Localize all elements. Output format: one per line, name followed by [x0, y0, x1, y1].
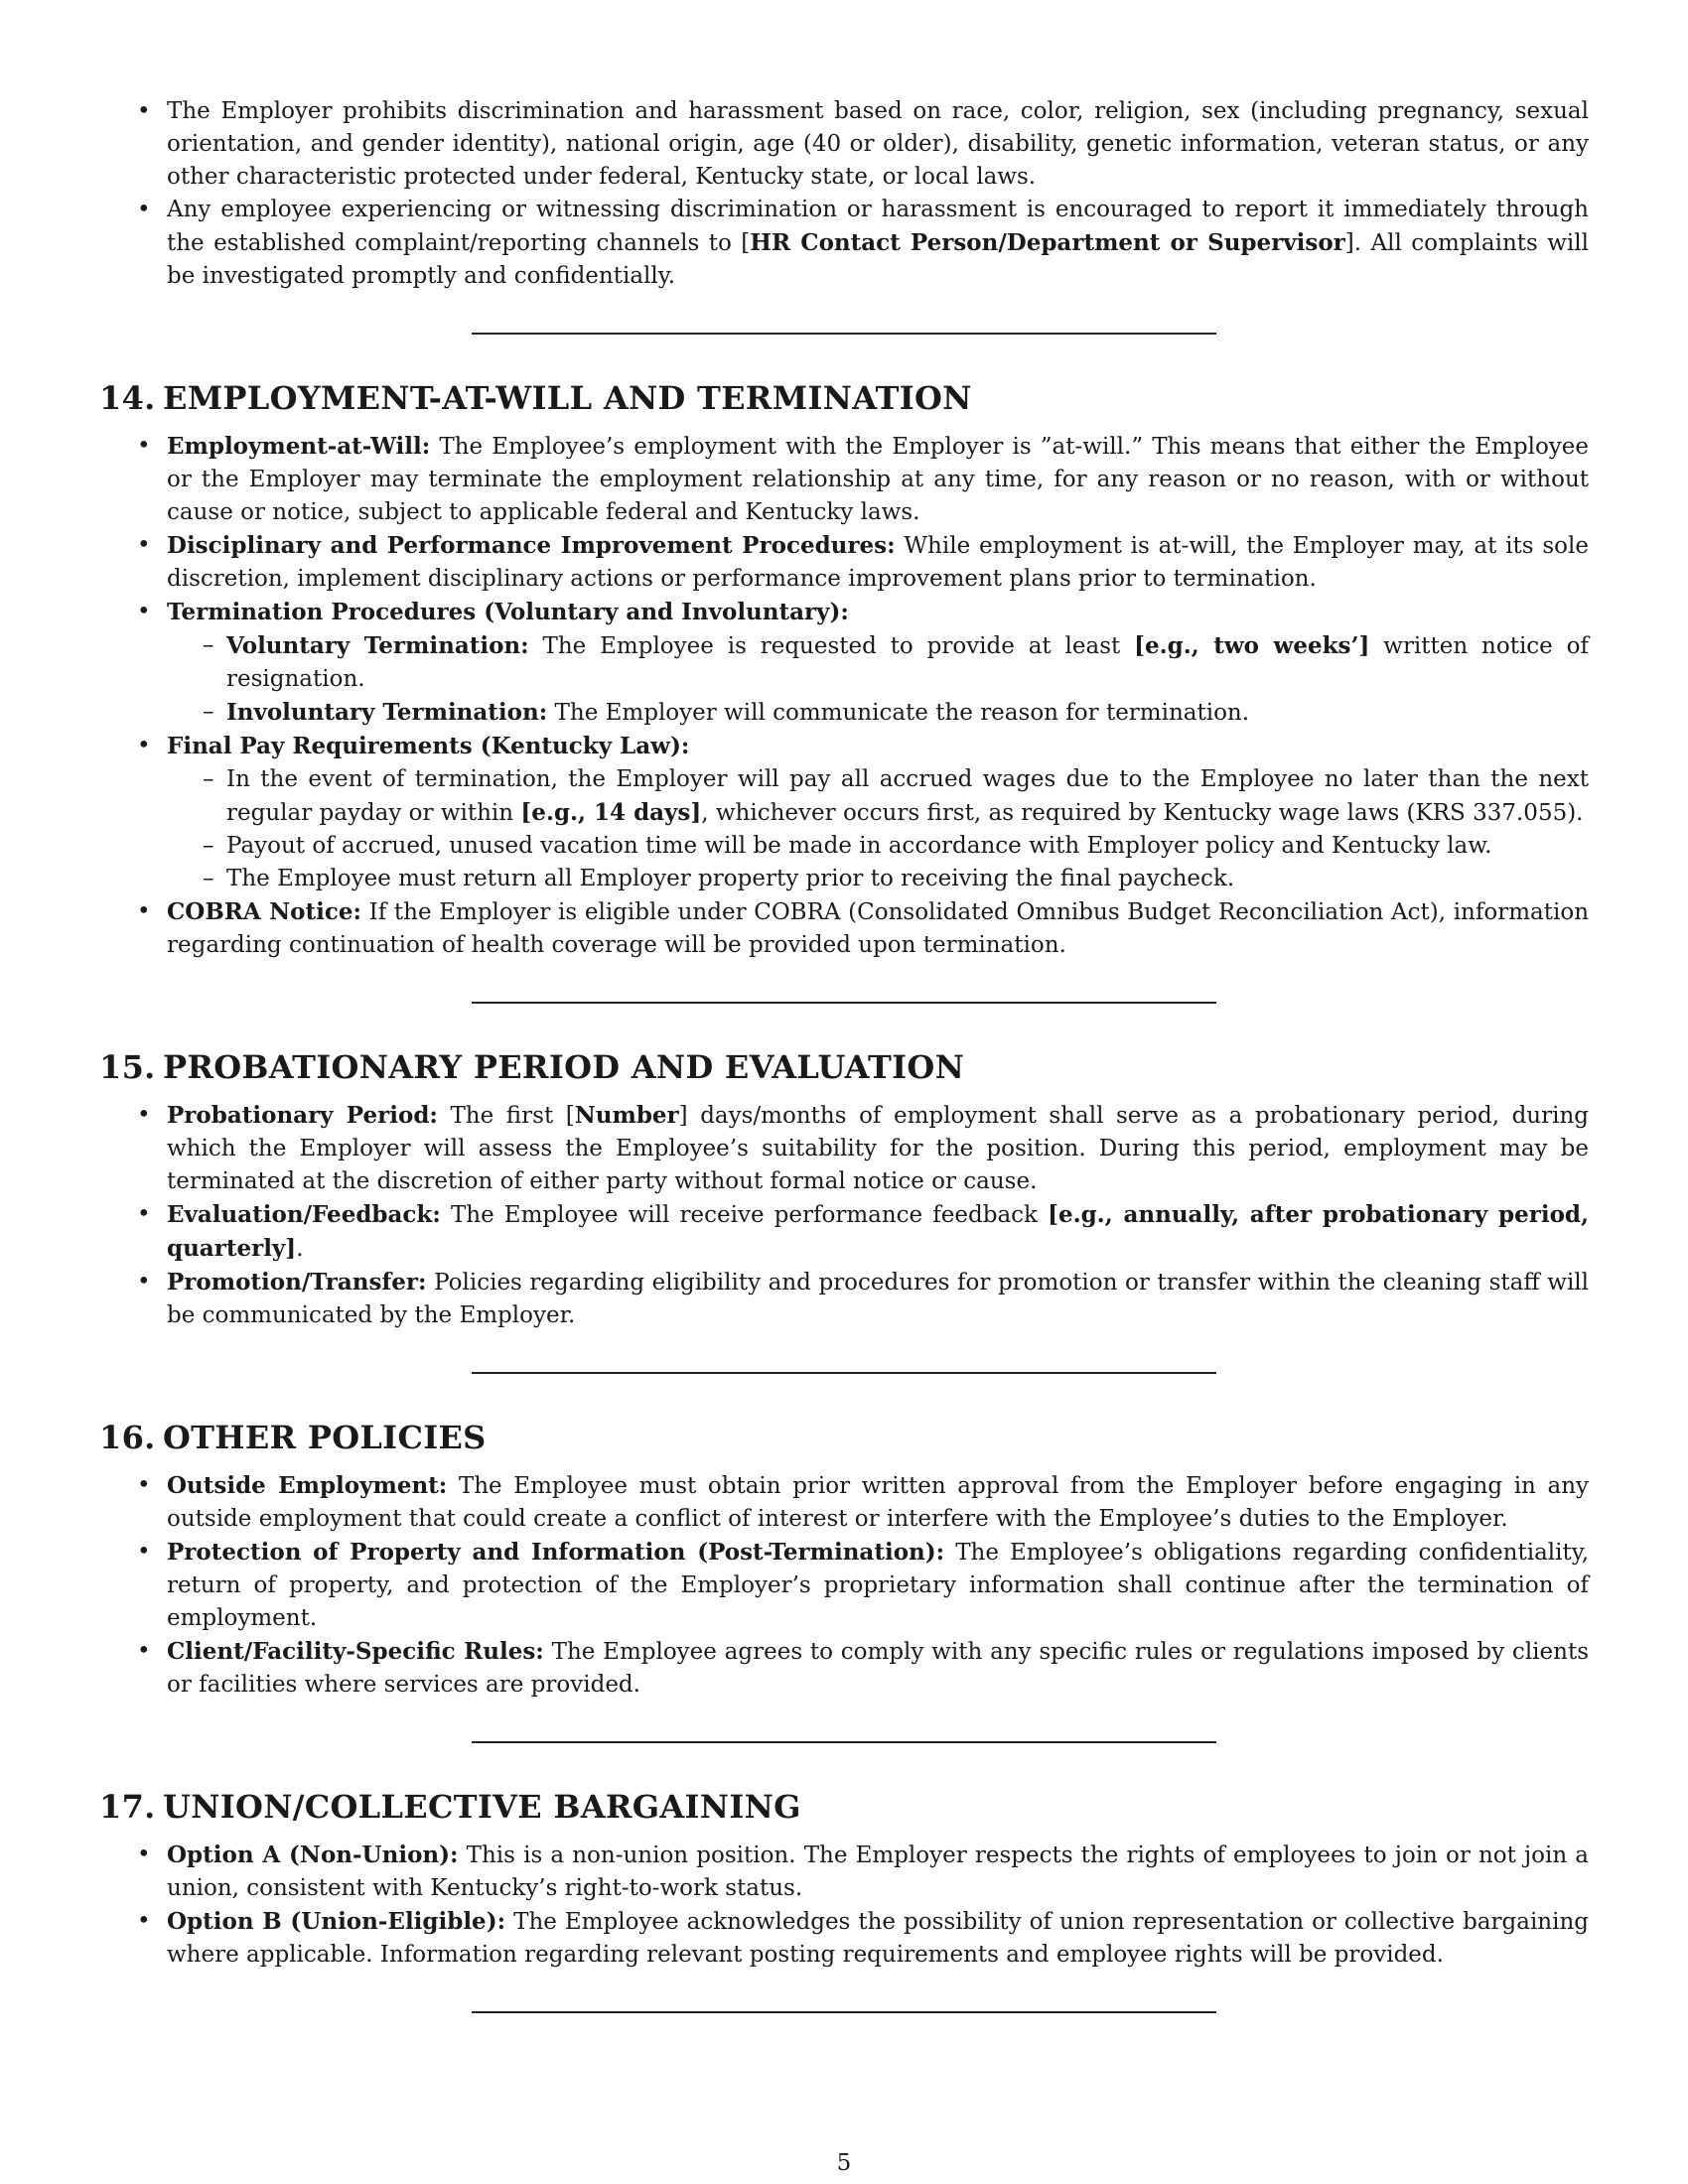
- section-divider: [472, 1372, 1216, 1374]
- section-divider: [472, 333, 1216, 335]
- sub-list-item: – Payout of accrued, unused vacation time will be made in accordance with Employer policy and Kentucky law.: [167, 830, 1589, 863]
- section-heading: 15. PROBATIONARY PERIOD AND EVALUATION: [99, 1048, 965, 1086]
- sub-list-item: – Involuntary Termination: The Employer will communicate the reason for termination.: [167, 696, 1589, 730]
- section-14-list: [99, 430, 1589, 962]
- list-item: • Termination Procedures (Voluntary and Involuntary): – Voluntary Termination: The Employee is requested to provide at least [e.g., two weeks’] written notice of resignation. – Involuntary Termination: The Employer will communicate the reason for termination.: [99, 596, 1589, 730]
- section-divider: [472, 1741, 1216, 1743]
- section-16-list: [99, 1469, 1589, 1702]
- section-15-list: [99, 1099, 1589, 1332]
- list-item: • Any employee experiencing or witnessing discrimination or harassment is encouraged to report it immediately through the established complaint/reporting channels to [HR Contact Person/Department or Supervisor]. All complaints will be investigated promptly and confidentially.: [99, 194, 1589, 293]
- document-page: [99, 95, 1589, 2013]
- sub-list-item: – In the event of termination, the Employer will pay all accrued wages due to the Employee no later than the next regular payday or within [e.g., 14 days], whichever occurs first, as required by Kentucky wage laws (KRS 337.055).: [167, 763, 1589, 830]
- list-item: • Employment-at-Will: The Employee’s employment with the Employer is ”at-will.” This means that either the Employee or the Employer may terminate the employment relationship at any time, for any reason or no reason, with or without cause or notice, subject to applicable federal and Kentucky laws.: [99, 430, 1589, 529]
- list-item: • Evaluation/Feedback: The Employee will receive performance feedback [e.g., annually, after probationary period, quarterly].: [99, 1198, 1589, 1266]
- list-item: • COBRA Notice: If the Employer is eligible under COBRA (Consolidated Omnibus Budget Reconciliation Act), information regarding continuation of health coverage will be provided upon termination.: [99, 895, 1589, 962]
- intro-list: [99, 95, 1589, 293]
- sub-list-item: – The Employee must return all Employer property prior to receiving the final paycheck.: [167, 863, 1589, 895]
- section-17-list: [99, 1839, 1589, 1972]
- sub-list-item: – Voluntary Termination: The Employee is requested to provide at least [e.g., two weeks’] written notice of resignation.: [167, 629, 1589, 696]
- list-item: • Promotion/Transfer: Policies regarding eligibility and procedures for promotion or transfer within the cleaning staff will be communicated by the Employer.: [99, 1266, 1589, 1332]
- section-divider: [472, 2011, 1216, 2013]
- list-item: • Option B (Union-Eligible): The Employee acknowledges the possibility of union representation or collective bargaining where applicable. Information regarding relevant posting requirements and employee rights will be provided.: [99, 1905, 1589, 1972]
- list-item: • The Employer prohibits discrimination and harassment based on race, color, religion, sex (including pregnancy, sexual orientation, and gender identity), national origin, age (40 or older), disability, genetic information, veteran status, or any other characteristic protected under federal, Kentucky state, or local laws.: [99, 95, 1589, 194]
- list-item: • Client/Facility-Specific Rules: The Employee agrees to comply with any specific rules or regulations imposed by clients or facilities where services are provided.: [99, 1635, 1589, 1702]
- section-heading: 14. EMPLOYMENT-AT-WILL AND TERMINATION: [99, 379, 972, 417]
- page-number: 5: [836, 2150, 852, 2176]
- section-heading: 17. UNION/COLLECTIVE BARGAINING: [99, 1788, 801, 1826]
- list-item: • Outside Employment: The Employee must obtain prior written approval from the Employer before engaging in any outside employment that could create a conflict of interest or interfere with the Employee’s duties to the Employer.: [99, 1469, 1589, 1536]
- list-item: • Final Pay Requirements (Kentucky Law): – In the event of termination, the Employer will pay all accrued wages due to the Employee no later than the next regular payday or within [e.g., 14 days], whichever occurs first, as required by Kentucky wage laws (KRS 337.055). – Payout of accrued, unused vacation time will be made in accordance with Employer policy and Kentucky law. – The Employee must return all Employer property prior to receiving the final paycheck.: [99, 730, 1589, 895]
- list-item: • Option A (Non-Union): This is a non-union position. The Employer respects the rights of employees to join or not join a union, consistent with Kentucky’s right-to-work status.: [99, 1839, 1589, 1905]
- list-item: • Probationary Period: The first [Number] days/months of employment shall serve as a probationary period, during which the Employer will assess the Employee’s suitability for the position. During this period, employment may be terminated at the discretion of either party without formal notice or cause.: [99, 1099, 1589, 1198]
- section-divider: [472, 1002, 1216, 1004]
- section-heading: 16. OTHER POLICIES: [99, 1419, 487, 1456]
- list-item: • Protection of Property and Information (Post-Termination): The Employee’s obligations regarding confidentiality, return of property, and protection of the Employer’s proprietary information shall continue after the termination of employment.: [99, 1536, 1589, 1635]
- list-item: • Disciplinary and Performance Improvement Procedures: While employment is at-will, the Employer may, at its sole discretion, implement disciplinary actions or performance improvement plans prior to termination.: [99, 529, 1589, 596]
